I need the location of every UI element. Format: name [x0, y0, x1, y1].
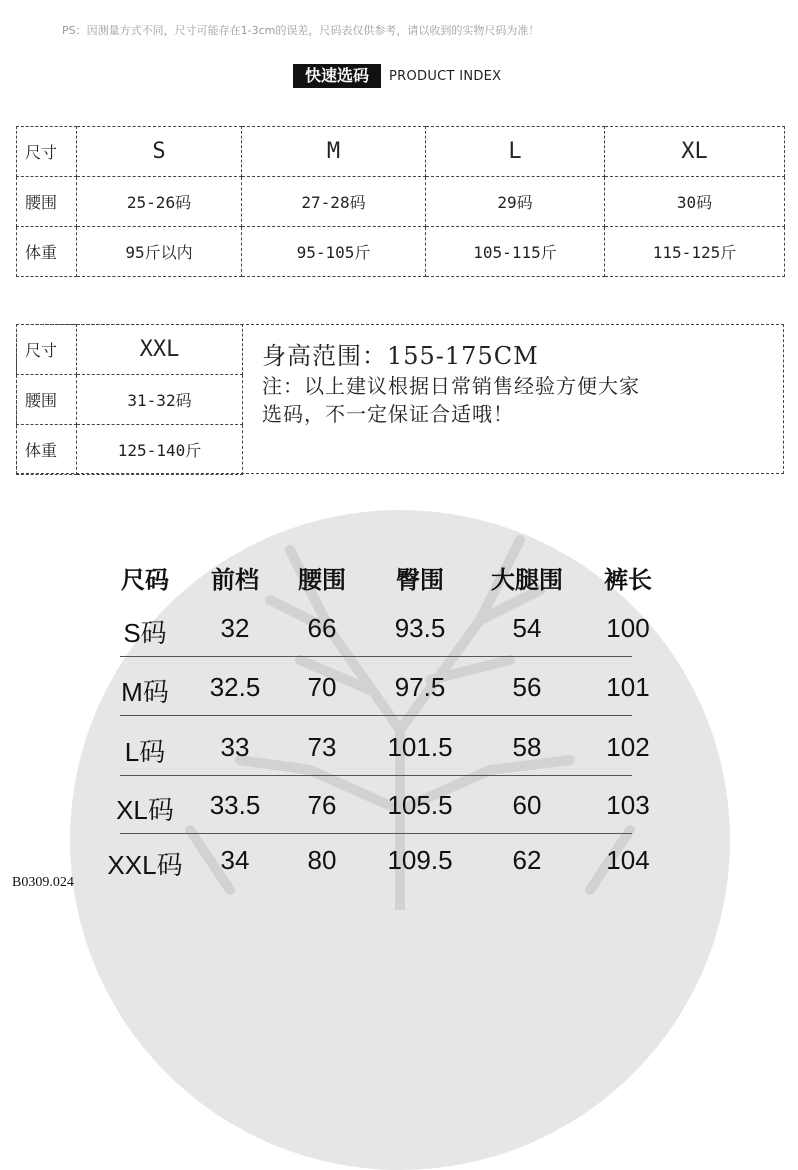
table-cell: 101.5 [387, 732, 453, 762]
table-cell: 32 [220, 613, 250, 643]
row-size-label: S码 [123, 618, 167, 648]
table-cell: 66 [307, 613, 337, 643]
table-cell: 105.5 [387, 790, 453, 820]
row-size-label: L码 [124, 737, 166, 767]
table-cell: 101 [606, 672, 650, 702]
column-header: 前档 [211, 567, 259, 594]
table-cell: 95斤以内 [77, 227, 242, 277]
table-cell: 125-140斤 [77, 425, 243, 475]
row-size-label: XL码 [116, 795, 174, 825]
size-l: L [426, 127, 605, 177]
note-line-1: 注：以上建议根据日常销售经验方便大家 [262, 374, 640, 398]
size-xl: XL [605, 127, 785, 177]
row-divider [120, 656, 632, 657]
title-en: PRODUCT INDEX [389, 68, 502, 84]
row-label-weight: 体重 [17, 227, 77, 277]
table-cell: 100 [606, 613, 650, 643]
table-cell: 70 [307, 672, 337, 702]
table-cell: 95-105斤 [242, 227, 426, 277]
column-header: 臀围 [396, 567, 444, 594]
table-cell: 102 [606, 732, 650, 762]
table-cell: 115-125斤 [605, 227, 785, 277]
table-cell: 97.5 [394, 672, 446, 702]
title-cn: 快速选码 [293, 64, 381, 88]
note-line-2: 选码，不一定保证合适哦！ [262, 402, 514, 426]
table-cell: 105-115斤 [426, 227, 605, 277]
table-cell: 27-28码 [242, 177, 426, 227]
table-cell: 34 [220, 845, 250, 875]
table-cell: 58 [512, 732, 542, 762]
ps-note: PS：因测量方式不同，尺寸可能存在1-3cm的误差，尺码表仅供参考，请以收到的实物尺码为准！ [62, 24, 540, 37]
column-header: 腰围 [298, 567, 346, 594]
table-cell: 56 [512, 672, 542, 702]
size-s: S [77, 127, 242, 177]
table-cell: 54 [512, 613, 542, 643]
table-cell: 33 [220, 732, 250, 762]
size-xxl: XXL [77, 325, 243, 375]
size-m: M [242, 127, 426, 177]
table-cell: 29码 [426, 177, 605, 227]
table-cell: 32.5 [209, 672, 261, 702]
header-label: 尺寸 [17, 325, 77, 375]
height-range: 身高范围：155-175CM [262, 342, 539, 370]
table-cell: 62 [512, 845, 542, 875]
row-divider [120, 715, 632, 716]
row-size-label: XXL码 [107, 850, 183, 880]
table-cell: 30码 [605, 177, 785, 227]
column-header: 大腿围 [491, 567, 563, 594]
table-cell: 33.5 [209, 790, 261, 820]
table-cell: 104 [606, 845, 650, 875]
table-cell: 31-32码 [77, 375, 243, 425]
product-code: B0309.024 [12, 875, 74, 890]
table-cell: 25-26码 [77, 177, 242, 227]
row-divider [120, 833, 632, 834]
table-cell: 109.5 [387, 845, 453, 875]
column-header: 裤长 [604, 567, 652, 594]
row-divider [120, 775, 632, 776]
column-header: 尺码 [121, 567, 169, 594]
table-cell: 103 [606, 790, 650, 820]
table-cell: 73 [307, 732, 337, 762]
row-label-waist: 腰围 [17, 375, 77, 425]
table-cell: 93.5 [394, 613, 446, 643]
row-size-label: M码 [121, 677, 169, 707]
table-cell: 76 [307, 790, 337, 820]
table-cell: 60 [512, 790, 542, 820]
row-label-waist: 腰围 [17, 177, 77, 227]
row-label-weight: 体重 [17, 425, 77, 475]
header-label: 尺寸 [17, 127, 77, 177]
table-cell: 80 [307, 845, 337, 875]
